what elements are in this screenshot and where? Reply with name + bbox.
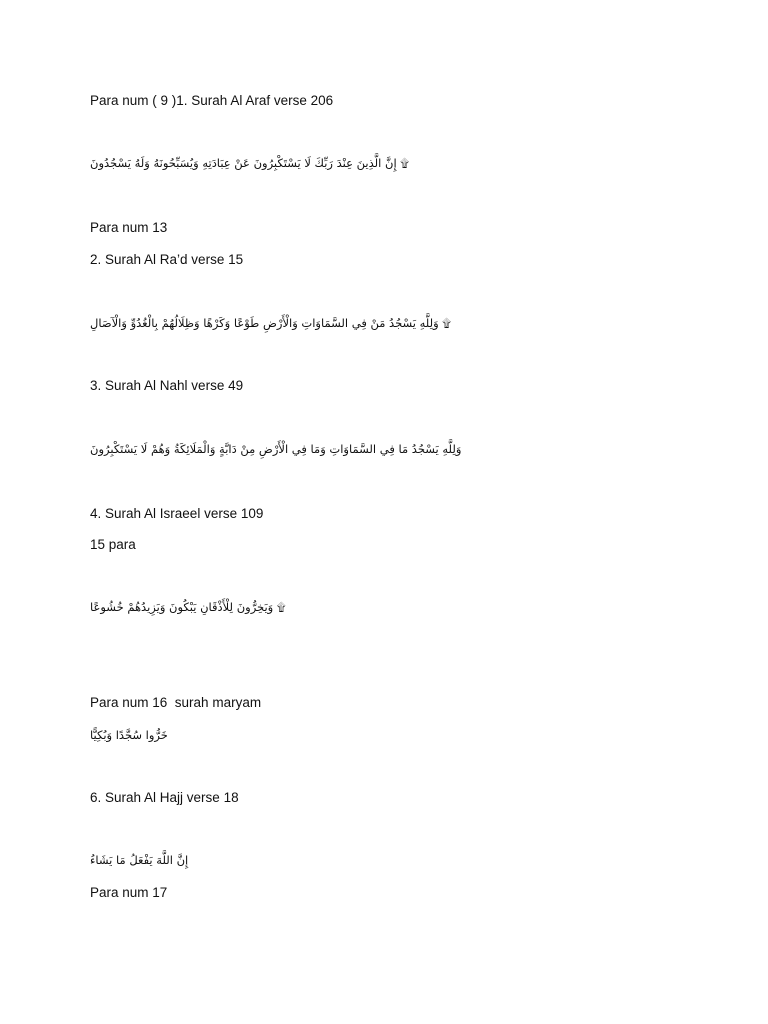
- heading-para-17: Para num 17: [90, 885, 168, 900]
- arabic-verse-al-hajj: إِنَّ اللَّهَ يَفْعَلُ مَا يَشَاءُ: [90, 853, 189, 867]
- arabic-verse-al-araf: ۩ إِنَّ الَّذِينَ عِنْدَ رَبِّكَ لَا يَسْتَكْبِرُونَ عَنْ عِبَادَتِهِ وَيُسَبِّحُونَهُ وَلَهُ يَسْجُدُونَ: [90, 156, 410, 170]
- heading-para-15: 15 para: [90, 537, 136, 552]
- heading-surah-al-israeel: 4. Surah Al Israeel verse 109: [90, 506, 264, 521]
- arabic-verse-al-israeel: ۩ وَيَخِرُّونَ لِلْأَذْقَانِ يَبْكُونَ وَيَزِيدُهُمْ خُشُوعًا: [90, 600, 286, 614]
- heading-para-13: Para num 13: [90, 220, 168, 235]
- heading-surah-al-nahl: 3. Surah Al Nahl verse 49: [90, 378, 244, 393]
- heading-surah-al-araf: Para num ( 9 )1. Surah Al Araf verse 206: [90, 93, 334, 108]
- heading-surah-al-hajj: 6. Surah Al Hajj verse 18: [90, 790, 239, 805]
- arabic-verse-maryam: خَرُّوا سُجَّدًا وَبُكِيًّا: [90, 728, 168, 742]
- heading-para-16-maryam: Para num 16 surah maryam: [90, 695, 262, 710]
- heading-surah-al-rad: 2. Surah Al Ra’d verse 15: [90, 252, 244, 267]
- arabic-verse-al-rad: ۩ وَلِلَّهِ يَسْجُدُ مَنْ فِي السَّمَاوَاتِ وَالْأَرْضِ طَوْعًا وَكَرْهًا وَظِلَالُهُمْ بِالْغُدُوِّ وَالْآصَالِ: [90, 316, 452, 330]
- arabic-verse-al-nahl: وَلِلَّهِ يَسْجُدُ مَا فِي السَّمَاوَاتِ وَمَا فِي الْأَرْضِ مِنْ دَابَّةٍ وَالْمَلَائِكَةُ وَهُمْ لَا يَسْتَكْبِرُونَ: [90, 442, 462, 456]
